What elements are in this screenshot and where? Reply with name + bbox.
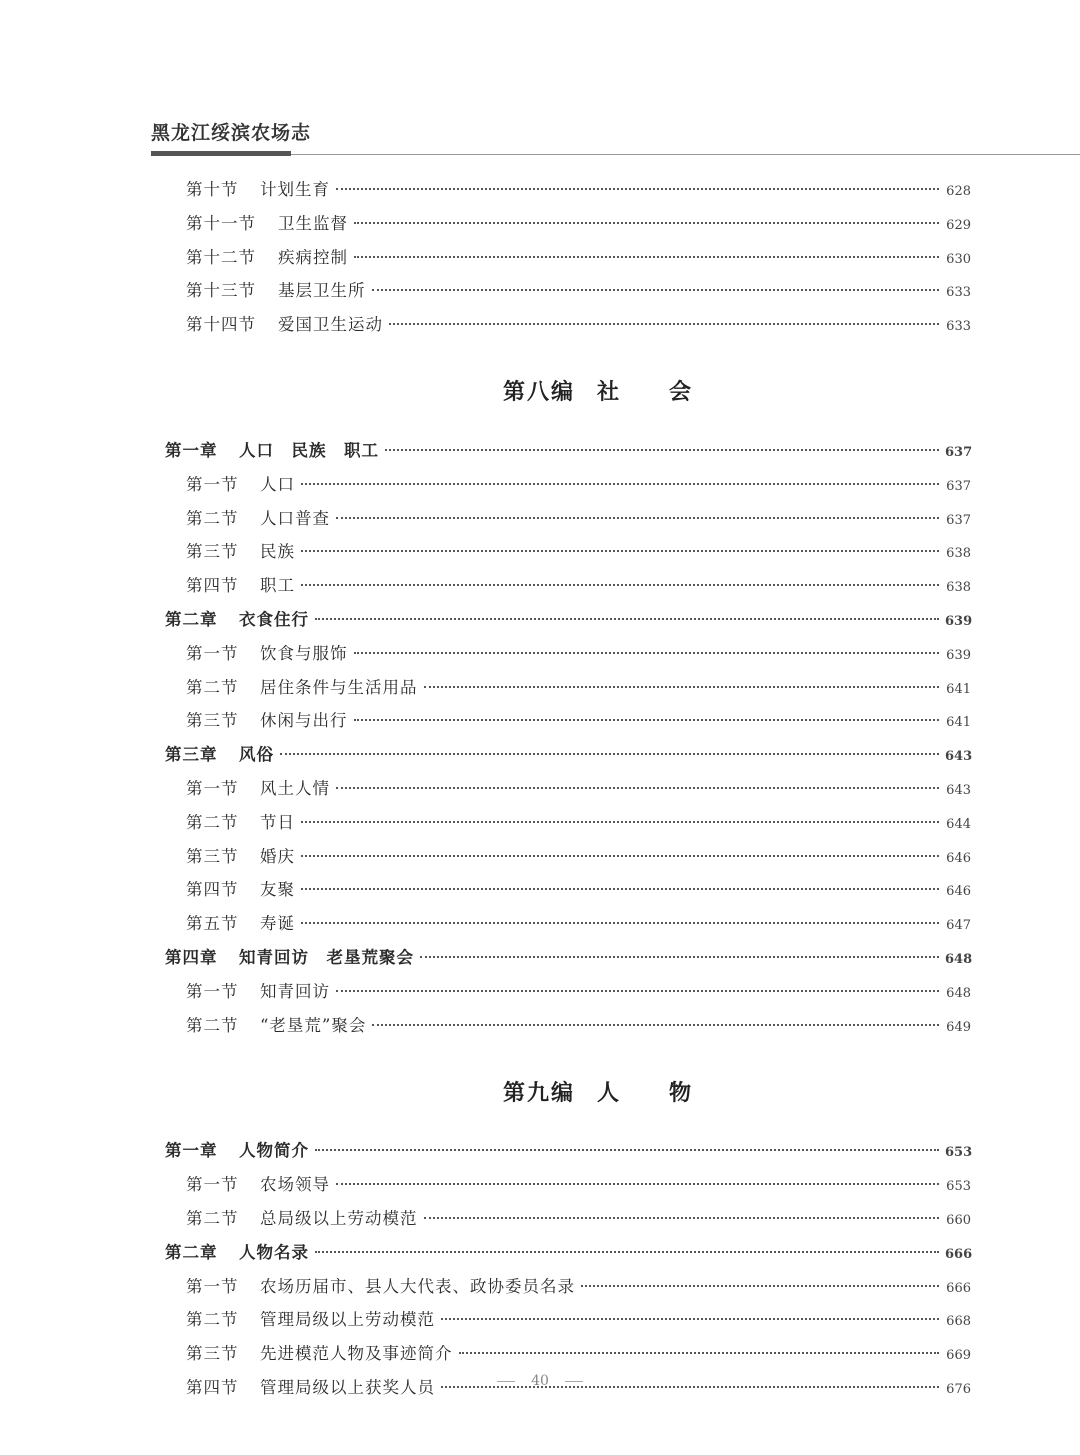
toc-entry-title: 总局级以上劳动模范 [260, 1208, 418, 1228]
toc-section-row [165, 809, 971, 843]
toc-entry-number: 第十一节 [186, 213, 256, 233]
part-number: 第八编 [502, 379, 575, 406]
toc-entry-title: 寿诞 [260, 914, 295, 934]
toc-leader-dots [315, 1251, 939, 1253]
toc-section-row [165, 876, 971, 910]
toc-page-number: 637 [946, 478, 971, 494]
toc-entry-title: 居住条件与生活用品 [260, 677, 418, 697]
toc-entry-number: 第一节 [186, 778, 239, 798]
toc-entry-number: 第一节 [186, 474, 239, 494]
toc-chapter-row [165, 437, 971, 471]
toc-entry-number: 第一节 [186, 1175, 239, 1195]
toc-leader-dots [441, 1318, 939, 1320]
toc-page-number: 669 [946, 1348, 971, 1364]
toc-entry-label [186, 707, 348, 731]
toc-entry-label [186, 843, 295, 867]
toc-entry-title: 人口 [260, 474, 295, 494]
toc-section-row [165, 471, 971, 505]
toc-section-row [165, 572, 971, 606]
toc-entry-label [186, 311, 383, 335]
toc-entry-title: 衣食住行 [239, 609, 309, 629]
toc-page-number: 646 [946, 884, 971, 900]
toc-entry-number: 第一节 [186, 643, 239, 663]
toc-entry-title: 管理局级以上获奖人员 [260, 1377, 435, 1397]
toc-page-number: 644 [946, 816, 971, 832]
toc-entry-title: 知青回访 老垦荒聚会 [239, 947, 414, 967]
toc-section-row [165, 910, 971, 944]
toc-section-row [165, 775, 971, 809]
toc-entry-title: 风土人情 [260, 778, 330, 798]
toc-leader-dots [424, 686, 940, 688]
toc-leader-dots [301, 550, 939, 552]
toc-page-number: 643 [945, 749, 973, 765]
toc-leader-dots [301, 584, 939, 586]
toc-entry-number: 第三节 [186, 846, 239, 866]
footer-dash-left [497, 1381, 515, 1382]
toc-page-number: 666 [946, 1280, 971, 1296]
toc-entry-number: 第三章 [165, 745, 218, 765]
toc-entry-number: 第一节 [186, 1276, 239, 1296]
part-title-9 [165, 1045, 971, 1137]
toc-entry-number: 第二节 [186, 508, 239, 528]
toc-entry-label [186, 1273, 575, 1297]
toc-entry-label [186, 1340, 453, 1364]
toc-leader-dots [301, 888, 939, 890]
toc-entry-title: 爱国卫生运动 [278, 315, 383, 335]
part-number: 第九编 [502, 1079, 575, 1106]
toc-section-row [165, 1171, 971, 1205]
running-head: 黑龙江绥滨农场志 [151, 122, 312, 144]
toc-page-number: 641 [946, 715, 971, 731]
toc-entry-label [186, 505, 330, 529]
toc-section-row [165, 1205, 971, 1239]
toc-leader-dots [315, 1149, 939, 1151]
toc-entry-number: 第二章 [165, 609, 218, 629]
toc-page-number: 628 [946, 184, 971, 199]
toc-page-number: 638 [946, 580, 971, 596]
toc-leader-dots [581, 1285, 939, 1287]
toc-entry-number: 第二节 [186, 1015, 239, 1035]
toc-entry-title: 知青回访 [260, 981, 330, 1001]
toc-section-row [165, 640, 971, 674]
toc-page-number: 660 [946, 1212, 971, 1228]
toc-page-number: 647 [946, 918, 971, 934]
toc-section-row [165, 244, 971, 278]
toc-entry-label [165, 437, 379, 461]
toc-leader-dots [336, 787, 939, 789]
toc-entry-label [186, 775, 330, 799]
toc-entry-label [186, 210, 348, 234]
toc-entry-title: 职工 [260, 576, 295, 596]
toc-chapter-row [165, 1239, 971, 1273]
toc-entry-label [186, 1306, 435, 1330]
toc-entry-label [186, 176, 330, 200]
toc-leader-dots [420, 956, 939, 958]
toc-entry-number: 第二节 [186, 812, 239, 832]
toc-entry-number: 第十二节 [186, 247, 256, 267]
toc-entry-title: 人物简介 [239, 1141, 309, 1161]
toc-entry-title: 节日 [260, 812, 295, 832]
toc-page-number: 629 [946, 217, 971, 233]
toc-entry-title: 农场历届市、县人大代表、政协委员名录 [260, 1276, 575, 1296]
toc-page-number: 639 [945, 613, 973, 629]
table-of-contents [165, 176, 971, 1408]
toc-entry-title: 休闲与出行 [260, 711, 348, 731]
toc-section-row [165, 707, 971, 741]
toc-leader-dots [385, 449, 939, 451]
toc-chapter-row [165, 606, 971, 640]
toc-section-row [165, 538, 971, 572]
part-title-8 [165, 345, 971, 437]
toc-leader-dots [280, 753, 939, 755]
toc-leader-dots [354, 222, 939, 224]
toc-page-number: 676 [946, 1381, 971, 1397]
toc-entry-label [186, 244, 348, 268]
toc-entry-title: 农场领导 [260, 1175, 330, 1195]
toc-leader-dots [301, 483, 939, 485]
toc-entry-title: 计划生育 [260, 180, 330, 199]
toc-page-number: 653 [945, 1145, 973, 1161]
toc-page-number: 648 [946, 985, 971, 1001]
toc-entry-title: 婚庆 [260, 846, 295, 866]
toc-entry-number: 第一节 [186, 981, 239, 1001]
toc-section-row [165, 1306, 971, 1340]
toc-page-number: 639 [946, 647, 971, 663]
toc-leader-dots [459, 1352, 940, 1354]
toc-entry-label [165, 1137, 309, 1161]
toc-entry-number: 第二节 [186, 1310, 239, 1330]
toc-page-number: 643 [946, 782, 971, 798]
toc-entry-number: 第一章 [165, 440, 218, 460]
toc-leader-dots [301, 855, 939, 857]
toc-entry-number: 第四节 [186, 880, 239, 900]
toc-page-number: 633 [946, 285, 971, 301]
toc-leader-dots [336, 188, 939, 190]
toc-section-row [165, 505, 971, 539]
toc-entry-title: 风俗 [239, 745, 274, 765]
toc-entry-label [186, 1171, 330, 1195]
toc-page-number: 666 [945, 1246, 973, 1262]
toc-entry-title: “老垦荒”聚会 [260, 1015, 367, 1035]
toc-page-number: 638 [946, 546, 971, 562]
toc-leader-dots [336, 517, 939, 519]
toc-leader-dots [372, 289, 940, 291]
toc-entry-number: 第十节 [186, 180, 239, 199]
toc-entry-title: 饮食与服饰 [260, 643, 348, 663]
toc-leader-dots [336, 990, 939, 992]
toc-entry-number: 第三节 [186, 1344, 239, 1364]
toc-section-row [165, 1012, 971, 1046]
toc-entry-label [165, 606, 309, 630]
toc-entry-title: 基层卫生所 [278, 281, 366, 301]
toc-section-row [165, 176, 971, 210]
toc-entry-label [186, 978, 330, 1002]
toc-leader-dots [301, 821, 939, 823]
toc-section-row [165, 210, 971, 244]
toc-leader-dots [389, 323, 939, 325]
toc-page-number: 646 [946, 850, 971, 866]
toc-leader-dots [315, 618, 939, 620]
toc-entry-label [186, 1012, 366, 1036]
toc-entry-title: 卫生监督 [278, 213, 348, 233]
toc-entry-title: 人口 民族 职工 [239, 440, 379, 460]
toc-entry-label [186, 471, 295, 495]
part-name: 人 物 [597, 1079, 694, 1106]
toc-chapter-row [165, 944, 971, 978]
toc-page-number: 633 [946, 319, 971, 335]
toc-page-number: 641 [946, 681, 971, 697]
toc-entry-title: 先进模范人物及事迹简介 [260, 1344, 453, 1364]
toc-section-row [165, 311, 971, 345]
toc-entry-number: 第十四节 [186, 315, 256, 335]
toc-entry-label [186, 277, 366, 301]
toc-entry-title: 人口普查 [260, 508, 330, 528]
toc-leader-dots [372, 1024, 939, 1026]
toc-entry-title: 友聚 [260, 880, 295, 900]
toc-entry-number: 第三节 [186, 711, 239, 731]
toc-chapter-row [165, 741, 971, 775]
toc-entry-label [186, 1205, 418, 1229]
toc-entry-number: 第四节 [186, 1377, 239, 1397]
toc-section-row [165, 843, 971, 877]
page-number: 40 [531, 1373, 549, 1389]
toc-leader-dots [354, 719, 940, 721]
toc-leader-dots [424, 1217, 940, 1219]
toc-entry-number: 第十三节 [186, 281, 256, 301]
toc-page-number: 637 [946, 512, 971, 528]
toc-leader-dots [301, 922, 939, 924]
toc-page-number: 648 [945, 951, 973, 967]
toc-section-row [165, 674, 971, 708]
toc-leader-dots [336, 1183, 939, 1185]
toc-entry-label [186, 640, 348, 664]
part-name: 社 会 [597, 379, 694, 406]
toc-entry-label [186, 538, 295, 562]
toc-section-row [165, 978, 971, 1012]
toc-leader-dots [354, 652, 940, 654]
toc-entry-title: 管理局级以上劳动模范 [260, 1310, 435, 1330]
toc-entry-number: 第五节 [186, 914, 239, 934]
toc-page-number: 630 [946, 251, 971, 267]
toc-entry-number: 第三节 [186, 542, 239, 562]
toc-entry-number: 第二节 [186, 677, 239, 697]
page-footer [0, 1373, 1080, 1389]
toc-section-row [165, 1340, 971, 1374]
toc-entry-number: 第四章 [165, 947, 218, 967]
toc-entry-label [186, 876, 295, 900]
toc-entry-label [186, 674, 418, 698]
toc-chapter-row [165, 1137, 971, 1171]
toc-entry-title: 民族 [260, 542, 295, 562]
toc-page-number: 637 [945, 444, 973, 460]
toc-leader-dots [354, 256, 939, 258]
toc-section-row [165, 277, 971, 311]
toc-entry-title: 疾病控制 [278, 247, 348, 267]
header-rule-accent [151, 151, 291, 156]
toc-entry-number: 第四节 [186, 576, 239, 596]
toc-section-row [165, 1273, 971, 1307]
toc-entry-label [165, 741, 274, 765]
toc-entry-number: 第二章 [165, 1242, 218, 1262]
toc-entry-number: 第一章 [165, 1141, 218, 1161]
toc-page-number: 653 [946, 1179, 971, 1195]
toc-page-number: 668 [946, 1314, 971, 1330]
toc-entry-label [165, 1239, 309, 1263]
toc-entry-label [186, 910, 295, 934]
toc-entry-label [165, 944, 414, 968]
toc-entry-label [186, 809, 295, 833]
footer-dash-right [565, 1381, 583, 1382]
toc-entry-number: 第二节 [186, 1208, 239, 1228]
toc-entry-title: 人物名录 [239, 1242, 309, 1262]
toc-entry-label [186, 572, 295, 596]
toc-page-number: 649 [946, 1019, 971, 1035]
